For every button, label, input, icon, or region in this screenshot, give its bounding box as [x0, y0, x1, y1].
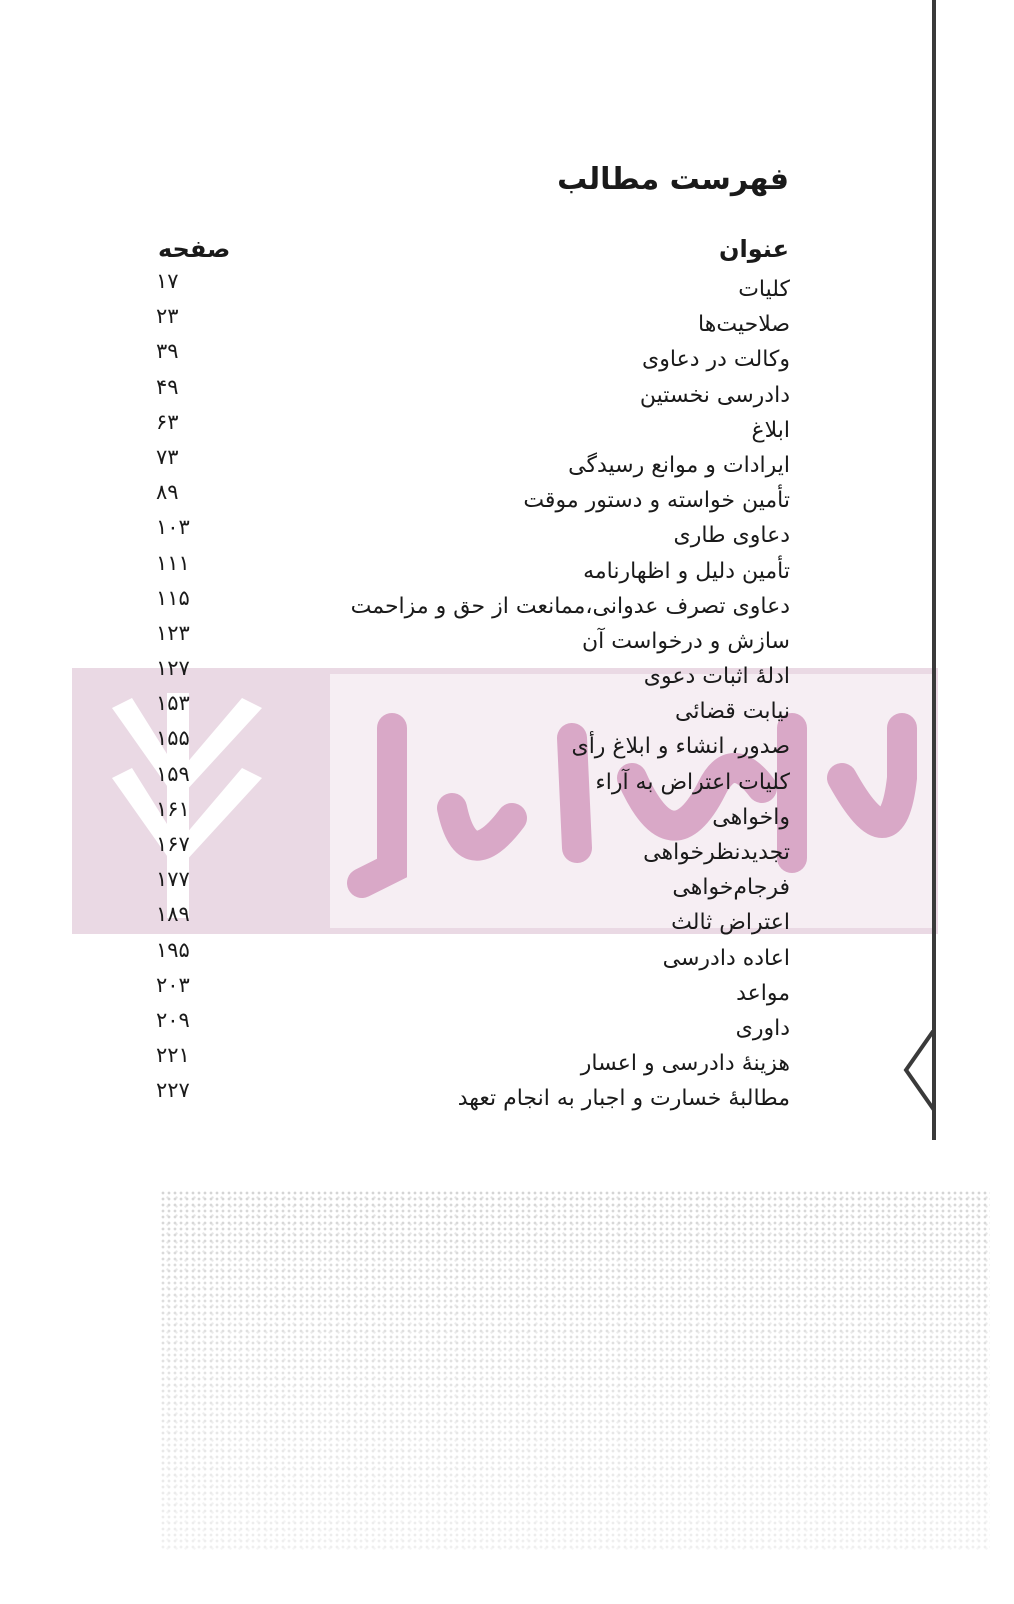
toc-entry-title: مواعد [736, 980, 790, 1006]
toc-entry-page: ۱۲۳ [156, 620, 190, 645]
toc-entry-page: ۱۰۳ [156, 515, 190, 540]
toc-entry-page: ۲۳ [156, 304, 179, 329]
toc-entry[interactable] [150, 1007, 790, 1046]
toc-entry-title: وکالت در دعاوی [642, 347, 790, 373]
toc-entry-page: ۱۷۷ [156, 867, 190, 892]
toc-entry-title: سازش و درخواست آن [581, 628, 790, 654]
toc-entry[interactable] [150, 339, 790, 377]
toc-entry-title: نیابت قضائی [675, 699, 790, 725]
toc-entry-page: ۲۰۹ [156, 1007, 190, 1032]
toc-entry[interactable] [150, 620, 790, 659]
toc-entry[interactable] [150, 867, 790, 905]
toc-entry-title: دعاوی طاری [673, 523, 790, 549]
toc-entry[interactable] [150, 409, 790, 448]
toc-entry-page: ۱۵۳ [156, 691, 190, 716]
toc-entry-page: ۱۵۵ [156, 726, 190, 751]
toc-entry[interactable] [150, 480, 790, 518]
toc-entry-page: ۱۹۵ [156, 937, 190, 962]
toc-entry[interactable] [150, 937, 790, 976]
toc-entry-title: تجدیدنظرخواهی [643, 840, 790, 865]
toc-entry-page: ۱۶۷ [156, 832, 190, 856]
toc-entry-title: داوری [735, 1015, 790, 1041]
toc-entry-page: ۶۳ [156, 409, 179, 434]
toc-entry-title: اعاده دادرسی [662, 945, 790, 971]
toc-entry[interactable] [150, 1043, 790, 1081]
toc-entry-page: ۲۲۷ [156, 1078, 190, 1103]
binding-edge [932, 0, 936, 1140]
toc-entry[interactable] [150, 585, 790, 624]
toc-entry-title: واخواهی [712, 804, 790, 830]
toc-entry-page: ۱۷ [156, 269, 179, 293]
toc-entry-title: ابلاغ [751, 417, 790, 443]
toc-entry[interactable] [150, 761, 790, 800]
toc-entry[interactable] [150, 796, 790, 835]
column-header-title: عنوان [719, 235, 789, 263]
toc-entry[interactable] [150, 1078, 790, 1116]
toc-entry[interactable] [150, 902, 790, 940]
toc-entry-page: ۱۸۹ [156, 902, 190, 927]
toc-entry[interactable] [150, 304, 790, 342]
toc-entry[interactable] [150, 374, 790, 413]
toc-entry-page: ۷۳ [156, 444, 179, 469]
toc-entry-page: ۱۶۱ [156, 796, 190, 821]
toc-entry-page: ۳۹ [156, 339, 179, 364]
toc-entry-page: ۸۹ [156, 480, 179, 505]
toc-entry[interactable] [150, 550, 790, 589]
toc-entry[interactable] [150, 444, 790, 483]
toc-entry-page: ۲۰۳ [156, 972, 190, 997]
toc-entry[interactable] [150, 656, 790, 694]
column-header-page: صفحه [158, 235, 231, 263]
toc-entry-page: ۱۵۹ [156, 761, 190, 786]
toc-entry[interactable] [150, 269, 790, 307]
toc-entry-title: مطالبهٔ خسارت و اجبار به انجام تعهد [457, 1086, 790, 1112]
toc-entry-title: اعتراض ثالث [671, 910, 790, 936]
toc-entry-title: دادرسی نخستین [639, 382, 790, 408]
toc-entry[interactable] [150, 832, 790, 870]
toc-entry-title: ایرادات و موانع رسیدگی [568, 452, 790, 478]
toc-entry-page: ۲۲۱ [156, 1043, 190, 1068]
toc-entry-title: ادلهٔ اثبات دعوی [643, 664, 790, 690]
toc-entry-page: ۱۱۵ [156, 585, 190, 610]
toc-entry-page: ۴۹ [156, 374, 179, 399]
toc-entry[interactable] [150, 691, 790, 729]
toc-entry-title: تأمین خواسته و دستور موقت [523, 488, 790, 514]
toc-entry[interactable] [150, 972, 790, 1011]
toc-entry-title: هزینهٔ دادرسی و اعسار [580, 1051, 790, 1077]
toc-entry-title: صدور، انشاء و ابلاغ رأی [571, 734, 790, 760]
toc-entry-title: فرجام‌خواهی [672, 875, 790, 901]
toc-list [150, 269, 790, 1117]
halftone-texture [160, 1190, 990, 1550]
binding-notch [902, 1030, 942, 1130]
toc-entry-title: صلاحیت‌ها [698, 312, 790, 338]
toc-entry-title: کلیات اعتراض به آراء [595, 769, 790, 795]
toc-entry[interactable] [150, 515, 790, 553]
toc-entry-title: دعاوی تصرف عدوانی،ممانعت از حق و مزاحمت [350, 593, 790, 619]
toc-entry-title: کلیات [738, 277, 790, 302]
toc-entry-page: ۱۲۷ [156, 656, 190, 681]
page-title: فهرست مطالب [557, 162, 789, 197]
toc-entry-title: تأمین دلیل و اظهارنامه [583, 558, 790, 584]
toc-entry-page: ۱۱۱ [156, 550, 190, 575]
toc-entry[interactable] [150, 726, 790, 764]
